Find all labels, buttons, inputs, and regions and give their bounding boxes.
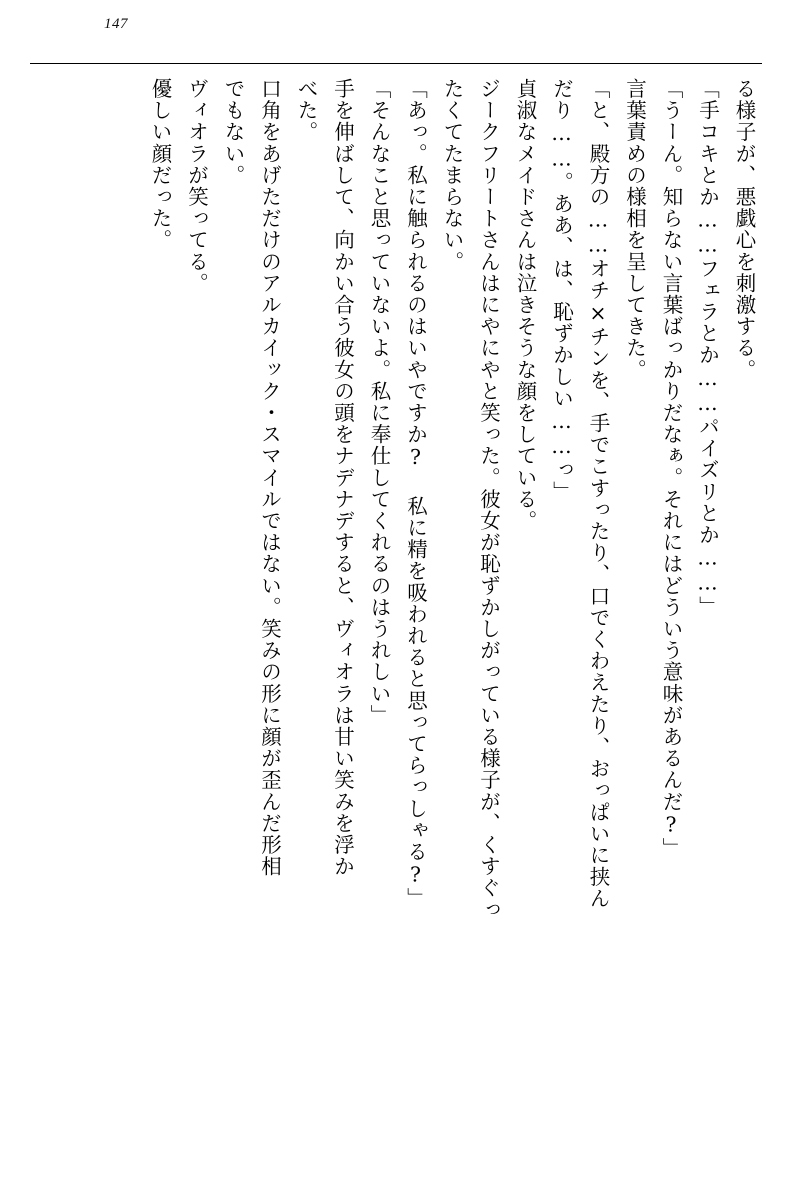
body-paragraph: だり……。ああ、は、恥ずかしい……っ」 <box>549 78 574 503</box>
page-body-text <box>30 78 762 1163</box>
body-paragraph: ジークフリートさんはにやにやと笑った。彼女が恥ずかしがっている様子が、くすぐっ <box>476 78 501 921</box>
body-paragraph: たくてたまらない。 <box>440 78 464 273</box>
header-rule <box>30 63 762 64</box>
page-number: 147 <box>104 16 128 32</box>
body-paragraph: 「うーん。知らない言葉ばっかりだなぁ。それにはどういう意味があるんだ?」 <box>659 78 683 860</box>
body-paragraph: 手を伸ばして、向かい合う彼女の頭をナデナデすると、ヴィオラは甘い笑みを浮か <box>330 78 355 878</box>
body-paragraph: でもない。 <box>221 78 245 186</box>
body-paragraph: 「と、殿方の……オチ×チンを、手でこすったり、口でくわえたり、おっぱいに挟ん <box>586 78 610 910</box>
body-paragraph: 「手コキとか……フェラとか……パイズリとか……」 <box>695 78 720 618</box>
body-paragraph: る様子が、悪戯心を刺激する。 <box>732 78 756 381</box>
body-paragraph: 口角をあげただけのアルカイック・スマイルではない。笑みの形に顔が歪んだ形相 <box>257 78 282 878</box>
body-paragraph: 「そんなこと思っていないよ。私に奉仕してくれるのはうれしい」 <box>367 78 391 726</box>
body-paragraph: べた。 <box>294 78 318 143</box>
body-paragraph: 「あっ。私に触られるのはいやですか? 私に精を吸われると思ってらっしゃる?」 <box>403 78 428 910</box>
body-paragraph: ヴィオラが笑ってる。 <box>184 78 209 294</box>
body-paragraph: 優しい顔だった。 <box>148 78 172 251</box>
body-paragraph: 言葉責めの様相を呈してきた。 <box>622 78 647 381</box>
body-paragraph: 貞淑なメイドさんは泣きそうな顔をしている。 <box>513 78 537 532</box>
